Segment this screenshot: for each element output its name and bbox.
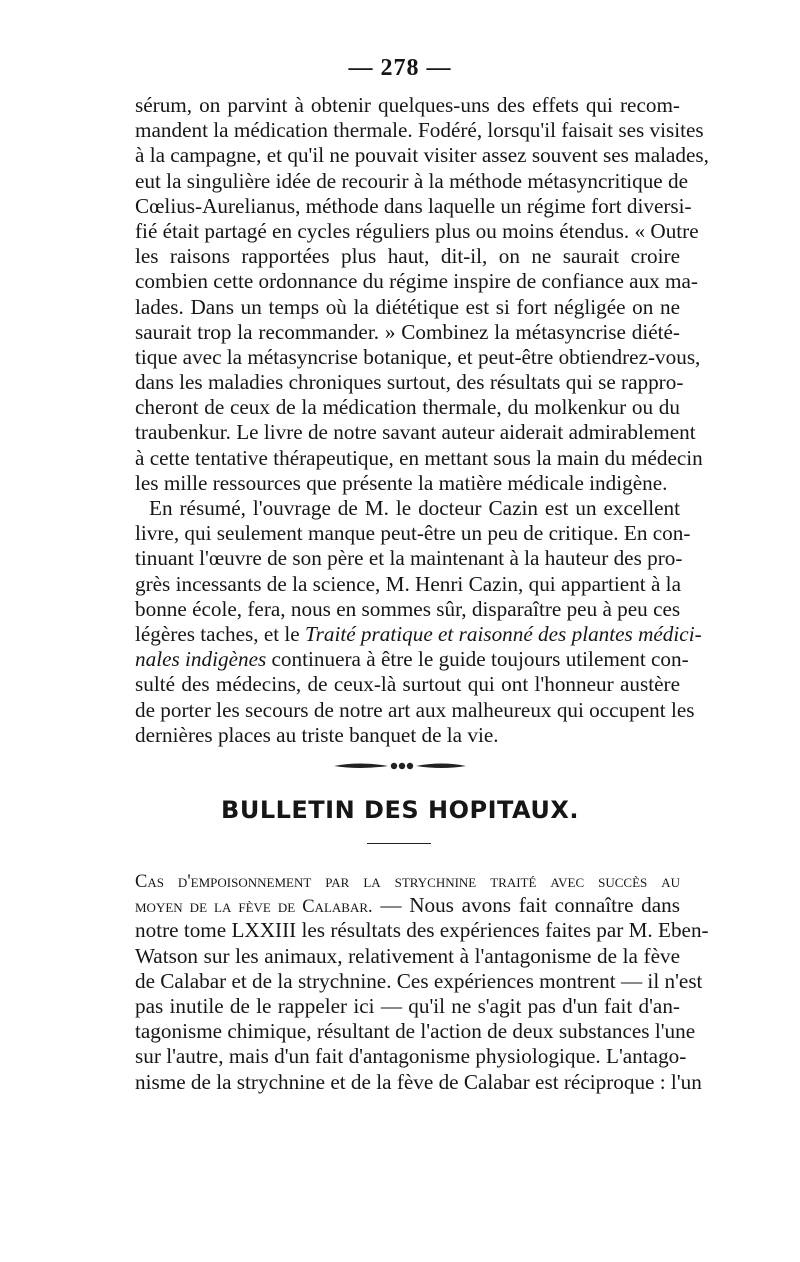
article-heading: Cas d'empoisonnement par la strychnine traité avec succès au <box>135 872 680 892</box>
text-line: Watson sur les animaux, relativement à l'antagonisme de la fève <box>135 943 680 968</box>
text-line: à cette tentative thérapeutique, en mettant sous la main du médecin <box>135 445 703 470</box>
text-line: mandent la médication thermale. Fodéré, lorsqu'il faisait ses visites <box>135 118 704 143</box>
text-line <box>135 697 695 723</box>
text-segment: bonne école, fera, nous en sommes sûr, disparaître peu à peu ces <box>135 596 681 621</box>
section-title: BULLETIN DES HOPITAUX. <box>221 796 579 824</box>
text-line: les raisons rapportées plus haut, dit-il, on ne saurait croire <box>135 244 680 269</box>
text-segment: grès incessants de la science, M. Henri Cazin, qui appartient à la <box>135 571 681 596</box>
text-line <box>135 496 680 521</box>
book-title-italic: Traité pratique et raisonné des plantes médici- <box>305 621 702 646</box>
article-text: — Nous avons fait connaître dans <box>372 893 680 918</box>
text-segment: En résumé, l'ouvrage de M. le docteur Cazin est un excellent <box>149 496 680 520</box>
text-line <box>135 723 680 748</box>
text-line: dans les maladies chroniques surtout, des résultats qui se rappro- <box>135 370 684 395</box>
article-text-block <box>135 868 709 1095</box>
section-rule <box>367 843 431 844</box>
text-segment: dernières places au triste banquet de la vie. <box>135 722 499 747</box>
ornament-divider <box>330 758 470 774</box>
text-line: eut la singulière idée de recourir à la méthode métasyncritique de <box>135 168 688 193</box>
article-heading-line <box>135 893 680 918</box>
text-segment: livre, qui seulement manque peut-être un peu de critique. En con- <box>135 521 691 546</box>
text-segment: sulté des médecins, de ceux-là surtout qui ont l'honneur austère <box>135 672 680 697</box>
text-line <box>135 621 702 647</box>
text-line: tique avec la métasyncrise botanique, et peut-être obtiendrez-vous, <box>135 344 701 369</box>
text-line <box>135 672 680 697</box>
text-segment: de porter les secours de notre art aux malheureux qui occupent les <box>135 697 695 722</box>
review-text-block <box>135 93 709 748</box>
text-line: Cœlius-Aurelianus, méthode dans laquelle un régime fort diversi- <box>135 193 692 218</box>
text-line: pas inutile de le rappeler ici — qu'il ne s'agit pas d'un fait d'an- <box>135 993 680 1018</box>
text-line <box>135 647 689 672</box>
article-heading-end: moyen de la fève de Calabar. <box>135 897 373 918</box>
book-title-italic: nales indigènes <box>135 647 267 672</box>
text-line: notre tome LXXIII les résultats des expériences faites par M. Eben- <box>135 918 709 943</box>
text-line <box>135 521 691 546</box>
text-line <box>135 572 680 597</box>
text-line <box>135 546 683 571</box>
article-heading-line <box>135 868 680 893</box>
text-line: les mille ressources que présente la matière médicale indigène. <box>135 470 668 495</box>
page-number: — 278 — <box>348 55 452 81</box>
article-body <box>135 918 709 1094</box>
text-line: sérum, on parvint à obtenir quelques-uns des effets qui recom- <box>135 93 680 117</box>
text-line: à la campagne, et qu'il ne pouvait visiter assez souvent ses malades, <box>135 143 709 168</box>
text-line: de Calabar et de la strychnine. Ces expériences montrent — il n'est <box>135 968 703 993</box>
text-line: tagonisme chimique, résultant de l'action de deux substances l'une <box>135 1019 696 1044</box>
text-line: combien cette ordonnance du régime inspire de confiance aux ma- <box>135 269 698 294</box>
text-line: fié était partagé en cycles réguliers plus ou moins étendus. « Outre <box>135 218 699 243</box>
text-segment: légères taches, et le <box>135 621 305 646</box>
text-line: lades. Dans un temps où la diététique est si fort négligée on ne <box>135 294 680 319</box>
text-segment: tinuant l'œuvre de son père et la maintenant à la hauteur des pro- <box>135 546 683 571</box>
text-line: cheront de ceux de la médication thermale, du molkenkur ou du <box>135 395 680 420</box>
text-line: saurait trop la recommander. » Combinez la métasyncrise diété- <box>135 319 680 344</box>
text-line <box>135 597 680 622</box>
paragraph-1 <box>135 93 709 496</box>
text-line: traubenkur. Le livre de notre savant auteur aiderait admirablement <box>135 420 696 445</box>
paragraph-2 <box>135 496 702 748</box>
text-line: nisme de la strychnine et de la fève de Calabar est réciproque : l'un <box>135 1069 702 1094</box>
text-line: sur l'autre, mais d'un fait d'antagonisme physiologique. L'antago- <box>135 1044 687 1069</box>
text-segment: continuera à être le guide toujours utilement con- <box>266 647 689 672</box>
